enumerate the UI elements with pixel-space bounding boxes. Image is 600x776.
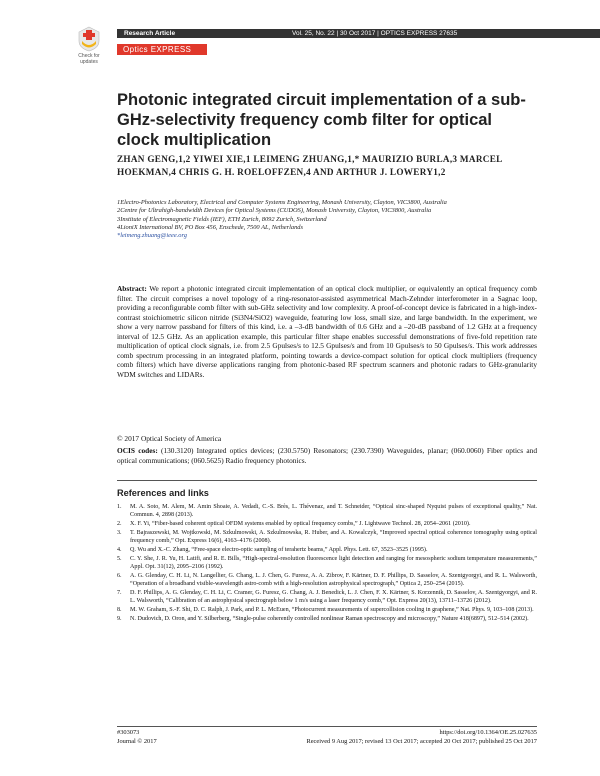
affiliation-1: 1Electro-Photonics Laboratory, Electrical and Computer Systems Engineering, Monash University, Clayton, VIC3800, Australia [117,199,447,206]
volume-info: Vol. 25, No. 22 | 30 Oct 2017 | OPTICS EXPRESS 27635 [292,30,458,37]
affiliations [117,199,537,240]
article-type-bar [117,29,237,38]
volume-bar [237,29,600,38]
crossmark-label: Check for updates [78,53,100,65]
affiliation-2: 2Centre for Ultrahigh-bandwidth Devices for Optical Systems (CUDOS), Monash University, Clayton, VIC3800, Australia [117,207,432,215]
reference-item: 4. Q. Wu and X.-C. Zhang, “Free-space electro-optic sampling of terahertz beams,” Appl. Phys. Lett. 67, 3523–3525 (1995). [117,546,428,553]
author-list: ZHAN GENG,1,2 YIWEI XIE,1 LEIMENG ZHUANG,1,* MAURIZIO BURLA,3 MARCEL HOEKMAN,4 CHRIS G. H. ROELOFFZEN,4 AND ARTHUR J. LOWERY1,2 [117,154,503,177]
journal-brand: Optics EXPRESS [123,45,192,54]
reference-item: 8. M. W. Graham, S.-F. Shi, D. C. Ralph, J. Park, and P. L. McEuen, “Photocurrent measurements of supercollision cooling in graphene,” Nat. Phys. 9, 103–108 (2013). [117,606,534,613]
reference-item: 2. X. F. Yi, “Fiber-based coherent optical OFDM systems enabled by optical frequency combs,” J. Lightwave Technol. 28, 2054–2061 (2010). [117,520,471,527]
footer [117,729,537,746]
ocis-codes [117,446,537,465]
abstract-text: We report a photonic integrated circuit implementation of an optical clock multiplier, or equivalently an optical frequency comb filter. The circuit comprises a novel topology of a ring-resonator-assisted asymmetrical Mach-Zehnder interferometer in a Sagnac loop, providing a reconfigurable comb filter with sub-GHz selectivity and low complexity. A proof-of-concept device is fabricated in a high-index-contrast stoichiometric silicon nitride (Si3N4/SiO2) waveguide, featuring low loss, small size, and large bandwidth. In the experiment, we show a very narrow passband for filters of this kind, i.e. a –3-dB bandwidth of 0.6 GHz and a –20-dB passband of 1.2 GHz at a frequency interval of 12.5 GHz. As an application example, this particular filter shape enables successful demonstrations of five-fold repetition rate multiplication of optical clock signals, i.e. from 2.5 Gpulses/s to 12.5 Gpulses/s and from 10 Gpulses/s to 50 Gpulses/s. This work addresses comb spectrum processing in an integrated platform, pointing towards a device-compact solution for optical clock multipliers (frequency comb filters) which have diverse applications ranging from photonic-based RF spectrum scanners and photonic radars to GHz-granularity WDM switches and LIDARs. [117,284,537,379]
reference-list [117,504,537,625]
publication-dates: Received 9 Aug 2017; revised 13 Oct 2017; accepted 20 Oct 2017; published 25 Oct 2017 [306,737,537,745]
article-id: #303073 [117,729,140,736]
affiliation-3: 3Institute of Electromagnetic Fields (IEF), ETH Zurich, 8092 Zurich, Switzerland [117,215,327,223]
divider-bottom [117,726,537,727]
paper-title: Photonic integrated circuit implementation of a sub-GHz-selectivity frequency comb filter for optical clock multiplication [117,91,526,149]
ocis-text: (130.3120) Integrated optics devices; (230.5750) Resonators; (230.7390) Waveguides, planar; (060.0060) Fiber optics and optical communications; (060.5625) Radio frequency photonics. [117,446,537,465]
copyright: © 2017 Optical Society of America [117,434,222,443]
abstract [117,284,537,379]
doi-link[interactable]: https://doi.org/10.1364/OE.25.027635 [439,729,537,736]
article-type-label: Research Article [124,30,176,37]
references-heading: References and links [117,488,209,498]
crossmark-icon [77,26,101,52]
journal-copyright: Journal © 2017 [117,737,157,745]
journal-brand-bar [117,44,207,55]
reference-item: 7. D. F. Phillips, A. G. Glenday, C. H. Li, C. Cramer, G. Furesz, G. Chang, A. J. Benedick, L. J. Chen, F. X. Kärtner, S. Korzennik, D. Sasselov, A. Szentgyorgyi, and R. L. Walsworth, “Calibration of an astrophysical spectrograph below 1 m/s using a laser frequency comb,” Opt. Express 20(13), 13711–13726 (2012). [117,589,537,604]
ocis-label: OCIS codes: [117,446,158,455]
reference-item: 5. C. Y. She, J. R. Yu, H. Latifi, and R. E. Bills, “High-spectral-resolution fluorescence light detection and ranging for mesospheric sodium temperature measurements,” Appl. Opt. 31(12), 2095–2106 (1992). [117,555,537,570]
crossmark-badge[interactable] [72,26,106,65]
reference-item: 9. N. Dudovich, D. Oron, and Y. Silberberg, “Single-pulse coherently controlled nonlinear Raman spectroscopy and microscopy,” Nature 418(6897), 512–514 (2002). [117,615,529,622]
abstract-label: Abstract: [117,284,147,293]
affiliation-4: 4LioniX International BV, PO Box 456, Enschede, 7500 AL, Netherlands [117,223,303,231]
reference-item: 3. T. Bajraszewski, M. Wojtkowski, M. Szkulmowski, A. Szkulmowska, R. Huber, and A. Kowalczyk, “Improved spectral optical coherence tomography using optical frequency comb,” Opt. Express 16(6), 4163–4176 (2008). [117,529,537,544]
reference-item: 6. A. G. Glenday, C. H. Li, N. Langellier, G. Chang, L. J. Chen, G. Furesz, A. A. Zibrov, F. Kärtner, D. F. Phillips, D. Sasselov, A. Szentgyorgyi, and R. L. Walsworth, “Operation of a broadband visible-wavelength astro-comb with a high-resolution astrophysical spectrograph,” Optica 2, 250–254 (2015). [117,572,537,587]
reference-item: 1. M. A. Soto, M. Alem, M. Amin Shoaie, A. Vedadi, C.-S. Brès, L. Thévenaz, and T. Schneider, “Optical sinc-shaped Nyquist pulses of exceptional quality,” Nat. Commun. 4, 2898 (2013). [117,504,537,518]
divider-top [117,480,537,481]
corresponding-email-link[interactable]: *leimeng.zhuang@ieee.org [117,232,187,240]
